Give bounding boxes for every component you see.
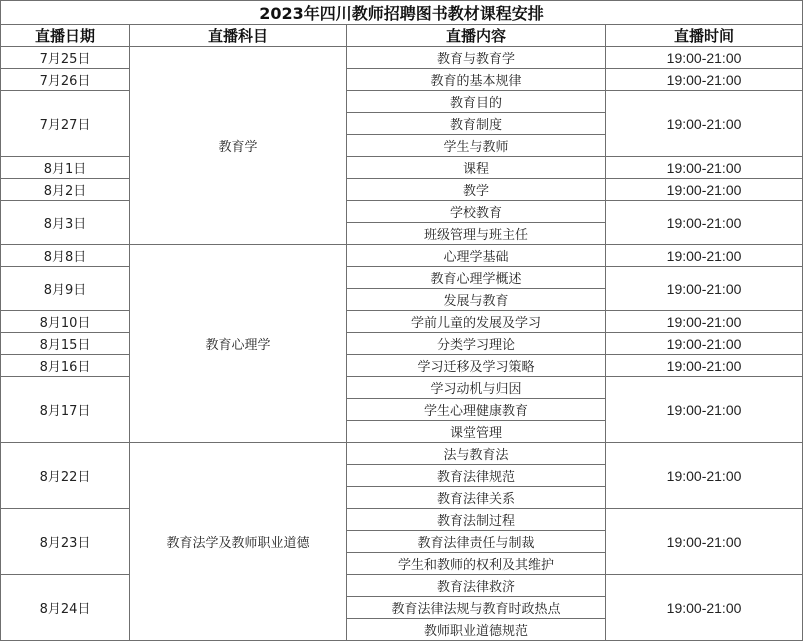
content-cell: 班级管理与班主任: [347, 223, 606, 245]
content-cell: 发展与教育: [347, 289, 606, 311]
table-row: [1, 245, 803, 267]
date-cell: 8月8日: [1, 245, 130, 267]
time-cell: 19:00-21:00: [606, 245, 803, 267]
content-cell: 学校教育: [347, 201, 606, 223]
content-cell: 学生和教师的权利及其维护: [347, 553, 606, 575]
date-cell: 8月3日: [1, 201, 130, 245]
time-cell: 19:00-21:00: [606, 377, 803, 443]
date-cell: 7月27日: [1, 91, 130, 157]
subject-cell: 教育学: [130, 47, 347, 245]
time-cell: 19:00-21:00: [606, 355, 803, 377]
content-cell: 教育的基本规律: [347, 69, 606, 91]
time-cell: 19:00-21:00: [606, 333, 803, 355]
content-cell: 教育法律责任与制裁: [347, 531, 606, 553]
time-cell: 19:00-21:00: [606, 69, 803, 91]
content-cell: 教育心理学概述: [347, 267, 606, 289]
date-cell: 8月1日: [1, 157, 130, 179]
content-cell: 教育法律关系: [347, 487, 606, 509]
time-cell: 19:00-21:00: [606, 509, 803, 575]
content-cell: 教育法律法规与教育时政热点: [347, 597, 606, 619]
content-cell: 课堂管理: [347, 421, 606, 443]
table-row: [1, 311, 803, 333]
time-cell: 19:00-21:00: [606, 47, 803, 69]
schedule-body: [1, 47, 803, 641]
content-cell: 学习动机与归因: [347, 377, 606, 399]
table-row: [1, 157, 803, 179]
content-cell: 教师职业道德规范: [347, 619, 606, 641]
date-cell: 8月10日: [1, 311, 130, 333]
date-cell: 8月16日: [1, 355, 130, 377]
date-cell: 8月24日: [1, 575, 130, 641]
table-title: 2023年四川教师招聘图书教材课程安排: [1, 1, 803, 25]
table-row: [1, 267, 803, 289]
table-row: [1, 47, 803, 69]
time-cell: 19:00-21:00: [606, 201, 803, 245]
date-cell: 8月9日: [1, 267, 130, 311]
time-cell: 19:00-21:00: [606, 91, 803, 157]
table-row: [1, 91, 803, 113]
time-cell: 19:00-21:00: [606, 443, 803, 509]
table-row: [1, 377, 803, 399]
time-cell: 19:00-21:00: [606, 575, 803, 641]
table-row: [1, 575, 803, 597]
subject-cell: 教育心理学: [130, 245, 347, 443]
content-cell: 教育法制过程: [347, 509, 606, 531]
subject-cell: 教育法学及教师职业道德: [130, 443, 347, 641]
content-cell: 学生心理健康教育: [347, 399, 606, 421]
date-cell: 7月26日: [1, 69, 130, 91]
date-cell: 8月17日: [1, 377, 130, 443]
table-row: [1, 69, 803, 91]
table-row: [1, 355, 803, 377]
date-cell: 7月25日: [1, 47, 130, 69]
date-cell: 8月15日: [1, 333, 130, 355]
content-cell: 法与教育法: [347, 443, 606, 465]
table-row: [1, 443, 803, 465]
time-cell: 19:00-21:00: [606, 157, 803, 179]
header-date: 直播日期: [1, 25, 130, 47]
date-cell: 8月23日: [1, 509, 130, 575]
header-content: 直播内容: [347, 25, 606, 47]
table-row: [1, 333, 803, 355]
time-cell: 19:00-21:00: [606, 179, 803, 201]
time-cell: 19:00-21:00: [606, 267, 803, 311]
header-subject: 直播科目: [130, 25, 347, 47]
table-row: [1, 201, 803, 223]
content-cell: 教育法律规范: [347, 465, 606, 487]
content-cell: 教育目的: [347, 91, 606, 113]
date-cell: 8月2日: [1, 179, 130, 201]
table-row: [1, 179, 803, 201]
header-time: 直播时间: [606, 25, 803, 47]
content-cell: 教学: [347, 179, 606, 201]
content-cell: 课程: [347, 157, 606, 179]
content-cell: 教育与教育学: [347, 47, 606, 69]
content-cell: 学习迁移及学习策略: [347, 355, 606, 377]
content-cell: 教育法律救济: [347, 575, 606, 597]
time-cell: 19:00-21:00: [606, 311, 803, 333]
date-cell: 8月22日: [1, 443, 130, 509]
content-cell: 学生与教师: [347, 135, 606, 157]
content-cell: 教育制度: [347, 113, 606, 135]
content-cell: 心理学基础: [347, 245, 606, 267]
content-cell: 学前儿童的发展及学习: [347, 311, 606, 333]
table-row: [1, 509, 803, 531]
content-cell: 分类学习理论: [347, 333, 606, 355]
